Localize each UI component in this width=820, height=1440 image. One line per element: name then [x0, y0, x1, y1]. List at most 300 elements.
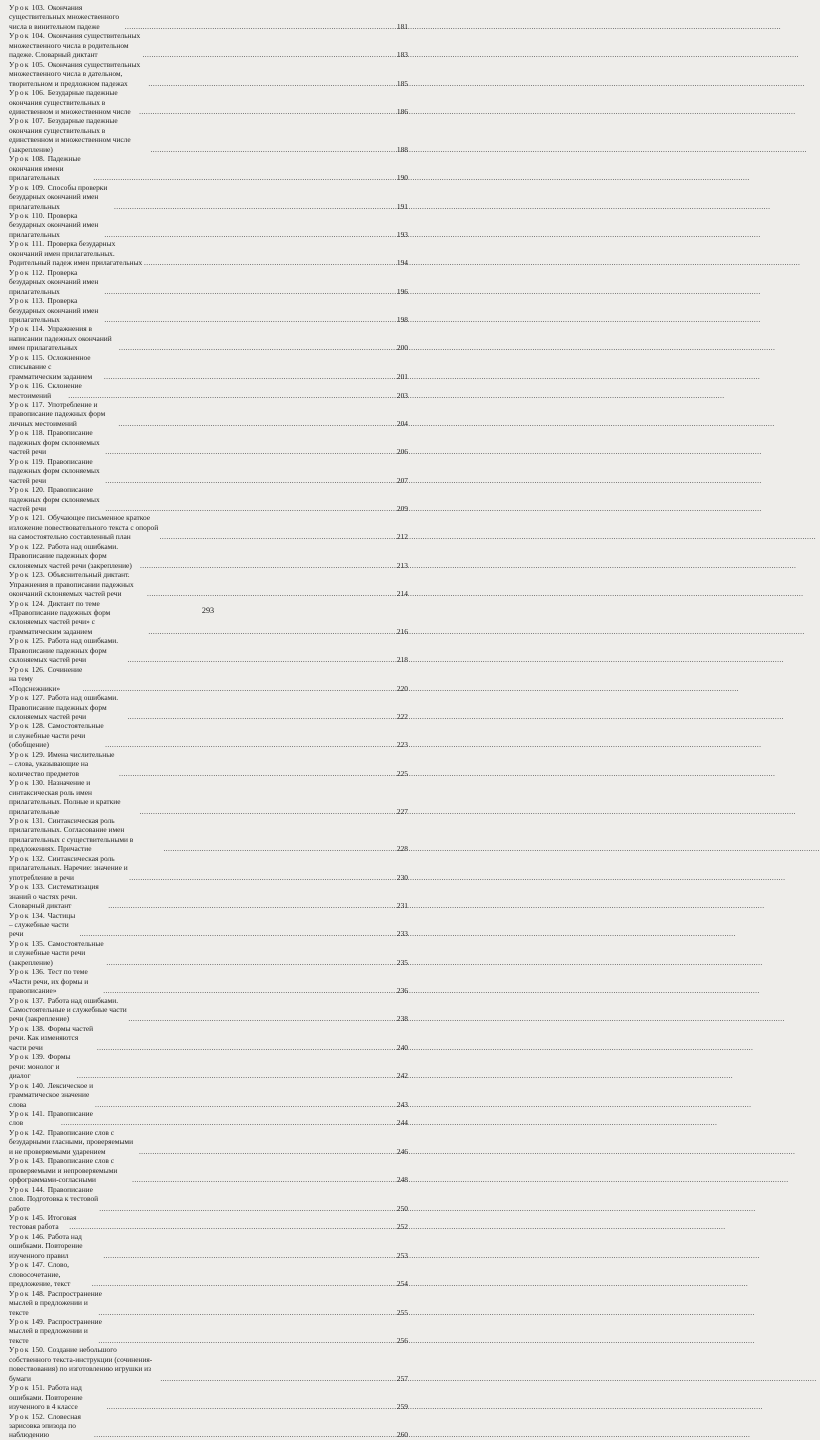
dot-leader — [139, 107, 396, 116]
lesson-label: Урок — [9, 1052, 30, 1062]
lesson-number: 136. — [31, 967, 45, 977]
toc-entry-text — [9, 1213, 77, 1232]
lesson-title: Объяснительный диктант. Упражнения в правописании падежных окончаний склоняемых частей речи — [9, 570, 134, 599]
toc-entry — [9, 542, 408, 570]
lesson-title: Осложненное списывание с грамматическим заданием — [9, 352, 93, 381]
dot-leader — [144, 258, 396, 267]
lesson-title: Формы частей речи. Как изменяются части речи — [9, 1023, 94, 1052]
lesson-label: Урок — [9, 749, 30, 759]
toc-entry-text — [9, 513, 159, 541]
lesson-number: 137. — [31, 995, 45, 1005]
lesson-number: 117. — [31, 400, 45, 410]
lesson-title: Правописание слов. Подготовка к тестовой работе — [9, 1184, 99, 1213]
lesson-number: 107. — [31, 116, 45, 126]
lesson-number: 116. — [31, 381, 45, 391]
toc-entry — [9, 183, 408, 211]
toc-entry-text — [9, 154, 92, 182]
page-ref: 231 — [396, 901, 408, 911]
page-ref: 213 — [396, 560, 408, 570]
page-ref: 181 — [396, 21, 408, 31]
lesson-title: Работа над ошибками. Правописание падежных форм склоняемых частей речи (закрепление) — [9, 541, 132, 570]
lesson-number: 110. — [31, 210, 45, 220]
lesson-label: Урок — [9, 1345, 30, 1355]
toc-entry-text — [9, 854, 128, 882]
lesson-label: Урок — [9, 88, 30, 98]
dot-leader — [106, 958, 396, 967]
lesson-title: Окончания существительных множественного числа в дательном, творительном и предложном падежах — [9, 59, 141, 88]
toc-entry — [9, 1260, 408, 1288]
lesson-number: 114. — [31, 324, 45, 334]
lesson-title: Создание небольшого собственного текста-инструкции (сочинения-повествования) по изготовлению игрушки из бумаги — [9, 1345, 153, 1383]
lesson-title: Проверка безударных окончаний имен прилагательных — [9, 210, 99, 239]
lesson-number: 138. — [31, 1023, 45, 1033]
lesson-title: Склонение местоимений — [9, 381, 82, 400]
toc-entry-text — [9, 268, 103, 296]
lesson-number: 125. — [31, 636, 45, 646]
toc-entry — [9, 911, 408, 939]
lesson-number: 106. — [31, 88, 45, 98]
toc-entry-text — [9, 353, 103, 381]
toc-entry — [9, 268, 408, 296]
toc-entry-text — [9, 324, 118, 352]
dot-leader — [128, 1014, 395, 1023]
lesson-number: 121. — [31, 513, 45, 523]
lesson-title: Имена числительные – слова, указывающие на количество предметов — [9, 749, 115, 778]
lesson-title: Обучающее письменное краткое изложение повествовательного текста с опорой на самостоятельно составленный план — [9, 513, 159, 542]
lesson-number: 129. — [31, 749, 45, 759]
toc-entry — [9, 939, 408, 967]
toc-entry-text — [9, 967, 102, 995]
dot-leader — [79, 929, 395, 938]
lesson-title: Падежные окончания имени прилагательных — [9, 154, 81, 183]
lesson-number: 150. — [31, 1345, 45, 1355]
toc-entry — [9, 1289, 408, 1317]
dot-leader — [140, 561, 396, 570]
lesson-number: 132. — [31, 853, 45, 863]
lesson-label: Урок — [9, 636, 30, 646]
lesson-title: Проверка безударных окончаний имен прилагательных. Родительный падеж имен прилагательных — [9, 239, 143, 268]
toc-entry-text — [9, 211, 103, 239]
toc-entry — [9, 60, 408, 88]
lesson-title: Назначение и синтаксическая роль имен прилагательных. Полные и краткие прилагательные — [9, 778, 121, 816]
lesson-number: 103. — [31, 3, 45, 12]
page-ref: 200 — [396, 343, 408, 353]
lesson-title: Синтаксическая роль прилагательных. Согласование имен прилагательных с существительными в предложениях. Причастие — [9, 815, 134, 854]
lesson-title: Правописание падежных форм склоняемых частей речи — [9, 428, 100, 457]
dot-leader — [107, 1402, 396, 1411]
page-ref: 201 — [396, 371, 408, 381]
lesson-title: Правописание падежных форм склоняемых частей речи — [9, 456, 100, 485]
lesson-title: Правописание слов с безударными гласными, проверяемыми и не проверяемыми ударением — [9, 1127, 134, 1156]
lesson-number: 139. — [31, 1052, 45, 1062]
lesson-label: Урок — [9, 995, 30, 1005]
toc-entry — [9, 750, 408, 778]
dot-leader — [129, 873, 396, 882]
toc-entry — [9, 1024, 408, 1052]
toc-entry-text — [9, 400, 117, 428]
lesson-number: 113. — [31, 296, 45, 306]
toc-entry — [9, 1213, 408, 1232]
page-ref: 188 — [396, 144, 408, 154]
page-ref: 246 — [396, 1146, 408, 1156]
toc-entry-text — [9, 1316, 102, 1345]
lesson-label: Урок — [9, 513, 30, 523]
toc-entry-text — [9, 570, 146, 598]
lesson-number: 133. — [31, 882, 45, 892]
lesson-title: Диктант по теме «Правописание падежных форм склоняемых частей речи» с грамматическим заданием — [9, 598, 111, 636]
lesson-number: 141. — [31, 1109, 45, 1119]
lesson-title: Окончания существительных множественного числа в винительном падеже — [9, 3, 120, 31]
lesson-label: Урок — [9, 352, 30, 362]
dot-leader — [98, 1308, 395, 1317]
lesson-number: 126. — [31, 664, 45, 674]
toc-entry — [9, 154, 408, 182]
toc-entry-text — [9, 296, 103, 324]
lesson-number: 111. — [31, 239, 45, 249]
toc-entry — [9, 211, 408, 239]
page-ref: 253 — [396, 1250, 408, 1260]
lesson-label: Урок — [9, 210, 30, 220]
toc-entry-text — [9, 542, 139, 570]
toc-entry-text — [9, 1345, 159, 1383]
lesson-label: Урок — [9, 116, 30, 126]
dot-leader — [103, 986, 396, 995]
lesson-label: Урок — [9, 664, 30, 674]
toc-entry-text — [9, 816, 162, 854]
dot-leader — [97, 1043, 396, 1052]
toc-entry — [9, 116, 408, 154]
page-number: 293 — [201, 606, 215, 615]
toc-entry — [9, 239, 408, 267]
lesson-label: Урок — [9, 1260, 30, 1270]
toc-entry-text — [9, 665, 82, 693]
toc-entry-text — [9, 996, 127, 1024]
toc-entry — [9, 693, 408, 721]
lesson-label: Урок — [9, 324, 30, 334]
lesson-label: Урок — [9, 1288, 30, 1298]
page-ref: 183 — [396, 50, 408, 60]
lesson-label: Урок — [9, 1080, 30, 1090]
lesson-title: Формы речи: монолог и диалог — [9, 1052, 71, 1081]
toc-entry — [9, 996, 408, 1024]
toc-entry-text — [9, 1052, 76, 1080]
page-ref: 257 — [396, 1373, 408, 1383]
lesson-number: 140. — [31, 1080, 45, 1090]
dot-leader — [119, 769, 396, 778]
page-ref: 186 — [396, 106, 408, 116]
lesson-number: 134. — [31, 910, 45, 920]
dot-leader — [104, 230, 396, 239]
lesson-number: 112. — [31, 267, 45, 277]
toc-entry — [9, 1345, 408, 1383]
toc-entry — [9, 721, 408, 749]
dot-leader — [94, 1430, 396, 1439]
lesson-label: Урок — [9, 1213, 30, 1222]
lesson-title: Проверка безударных окончаний имен прилагательных — [9, 267, 99, 296]
dot-leader — [61, 1118, 396, 1127]
lesson-label: Урок — [9, 1231, 30, 1241]
dot-leader — [140, 807, 396, 816]
lesson-number: 105. — [31, 59, 45, 69]
lesson-label: Урок — [9, 3, 30, 12]
toc-entry-text — [9, 1185, 98, 1213]
page-ref: 254 — [396, 1279, 408, 1289]
toc-entry-text — [9, 636, 127, 664]
dot-leader — [148, 627, 396, 636]
lesson-title: Распространение мыслей в предложении и тексте — [9, 1288, 102, 1317]
toc-entry — [9, 882, 408, 910]
dot-leader — [104, 372, 396, 381]
lesson-label: Урок — [9, 456, 30, 466]
lesson-number: 124. — [31, 598, 45, 608]
lesson-number: 147. — [31, 1260, 45, 1270]
dot-leader — [104, 315, 396, 324]
toc-entry — [9, 31, 408, 59]
lesson-title: Сочинение на тему «Подснежники» — [9, 664, 83, 693]
toc-entry — [9, 428, 408, 456]
dot-leader — [104, 287, 396, 296]
lesson-title: Слово, словосочетание, предложение, текст — [9, 1260, 71, 1289]
lesson-label: Урок — [9, 1411, 30, 1421]
page-ref: 252 — [396, 1222, 408, 1232]
lesson-label: Урок — [9, 938, 30, 948]
lesson-number: 123. — [31, 570, 45, 580]
toc-entry — [9, 599, 408, 637]
page-ref: 220 — [396, 683, 408, 693]
lesson-label: Урок — [9, 1316, 30, 1326]
lesson-number: 104. — [31, 31, 45, 41]
toc-entry-text — [9, 1383, 106, 1411]
page-ref: 185 — [396, 78, 408, 88]
page-ref: 244 — [396, 1118, 408, 1128]
dot-leader — [118, 419, 396, 428]
page-ref: 191 — [396, 201, 408, 211]
toc-entry — [9, 457, 408, 485]
lesson-label: Урок — [9, 485, 30, 495]
lesson-label: Урок — [9, 400, 30, 410]
dot-leader — [128, 655, 396, 664]
toc-entry — [9, 665, 408, 693]
dot-leader — [68, 391, 396, 400]
lesson-label: Урок — [9, 239, 30, 249]
toc-entry-text — [9, 750, 118, 778]
toc-entry-text — [9, 1260, 91, 1288]
dot-leader — [147, 589, 396, 598]
lesson-title: Итоговая тестовая работа — [9, 1213, 77, 1232]
toc-entry — [9, 1232, 408, 1260]
toc-entry — [9, 967, 408, 995]
lesson-number: 143. — [31, 1156, 45, 1166]
lesson-label: Урок — [9, 815, 30, 825]
dot-leader — [132, 1175, 396, 1184]
lesson-number: 151. — [31, 1383, 45, 1393]
lesson-number: 108. — [31, 154, 45, 164]
dot-leader — [93, 173, 396, 182]
toc-entry — [9, 324, 408, 352]
lesson-label: Урок — [9, 882, 30, 892]
toc-entry-text — [9, 693, 127, 721]
page-ref: 203 — [396, 390, 408, 400]
dot-leader — [128, 712, 396, 721]
page-ref: 204 — [396, 418, 408, 428]
page-ref: 207 — [396, 475, 408, 485]
toc-entry-text — [9, 457, 104, 485]
lesson-title: Работа над ошибками. Самостоятельные и служебные части речи (закрепление) — [9, 995, 127, 1024]
dot-leader — [92, 1279, 396, 1288]
lesson-title: Правописание падежных форм склоняемых частей речи — [9, 485, 100, 514]
lesson-number: 149. — [31, 1316, 45, 1326]
page-ref: 227 — [396, 806, 408, 816]
table-of-contents — [9, 3, 408, 1440]
toc-entry — [9, 778, 408, 816]
toc-entry — [9, 1383, 408, 1411]
page-ref: 218 — [396, 655, 408, 665]
lesson-title: Безударные падежные окончания существительных в единственном и множественном числе — [9, 88, 131, 116]
toc-entry-text — [9, 88, 138, 116]
lesson-label: Урок — [9, 853, 30, 863]
lesson-title: Работа над ошибками. Повторение изученного в 4 классе — [9, 1383, 83, 1412]
page-ref: 240 — [396, 1042, 408, 1052]
toc-entry-text — [9, 939, 105, 967]
page-ref: 250 — [396, 1203, 408, 1213]
lesson-title: Правописание слов с проверяемыми и непроверяемыми орфограммами-согласными — [9, 1156, 118, 1185]
dot-leader — [105, 447, 396, 456]
lesson-title: Частицы – служебные части речи — [9, 910, 76, 939]
lesson-label: Урок — [9, 428, 30, 438]
page-ref: 259 — [396, 1402, 408, 1412]
lesson-label: Урок — [9, 59, 30, 69]
lesson-label: Урок — [9, 1184, 30, 1194]
page-ref: 256 — [396, 1335, 408, 1345]
lesson-number: 145. — [31, 1213, 45, 1222]
lesson-label: Урок — [9, 267, 30, 277]
lesson-title: Работа над ошибками. Правописание падежных форм склоняемых частей речи — [9, 636, 119, 665]
page-ref: 260 — [396, 1430, 408, 1440]
dot-leader — [105, 504, 396, 513]
lesson-title: Систематизация знаний о частях речи. Словарный диктант — [9, 882, 99, 911]
page-ref: 242 — [396, 1071, 408, 1081]
lesson-label: Урок — [9, 1127, 30, 1137]
lesson-number: 146. — [31, 1231, 45, 1241]
lesson-title: Лексическое и грамматическое значение слова — [9, 1080, 94, 1109]
lesson-title: Способы проверки безударных окончаний имен прилагательных — [9, 182, 108, 211]
toc-entry — [9, 854, 408, 882]
lesson-label: Урок — [9, 541, 30, 551]
toc-entry-text — [9, 1128, 138, 1156]
toc-entry — [9, 88, 408, 116]
lesson-label: Урок — [9, 182, 30, 192]
toc-entry-text — [9, 183, 113, 211]
lesson-label: Урок — [9, 296, 30, 306]
lesson-number: 119. — [31, 456, 45, 466]
dot-leader — [99, 1204, 396, 1213]
toc-entry-text — [9, 778, 139, 816]
toc-entry-text — [9, 882, 107, 910]
page-ref: 212 — [396, 532, 408, 542]
lesson-number: 109. — [31, 182, 45, 192]
dot-leader — [83, 684, 396, 693]
toc-entry — [9, 381, 408, 400]
lesson-title: Проверка безударных окончаний имен прилагательных — [9, 296, 99, 324]
toc-entry — [9, 1052, 408, 1080]
dot-leader — [148, 79, 396, 88]
page-ref: 194 — [396, 258, 408, 268]
dot-leader — [108, 901, 396, 910]
lesson-number: 122. — [31, 541, 45, 551]
toc-entry-text — [9, 3, 124, 31]
lesson-label: Урок — [9, 1023, 30, 1033]
toc-entry — [9, 1128, 408, 1156]
page-ref: 230 — [396, 872, 408, 882]
page-ref: 214 — [396, 589, 408, 599]
dot-leader — [125, 22, 396, 31]
lesson-number: 144. — [31, 1184, 45, 1194]
toc-entry — [9, 400, 408, 428]
lesson-label: Урок — [9, 721, 30, 731]
page-ref: 190 — [396, 173, 408, 183]
toc-entry-text — [9, 721, 104, 749]
lesson-title: Тест по теме «Части речи, их формы и правописание» — [9, 967, 89, 996]
lesson-title: Самостоятельные и служебные части речи (закрепление) — [9, 938, 104, 967]
page-ref: 243 — [396, 1099, 408, 1109]
page-ref: 236 — [396, 986, 408, 996]
dot-leader — [139, 1147, 396, 1156]
dot-leader — [69, 1222, 396, 1231]
toc-entry-text — [9, 1156, 131, 1184]
toc-entry-text — [9, 911, 78, 939]
lesson-label: Урок — [9, 1383, 30, 1393]
dot-leader — [98, 1336, 395, 1345]
dot-leader — [114, 202, 396, 211]
lesson-number: 142. — [31, 1127, 45, 1137]
toc-entry — [9, 1081, 408, 1109]
lesson-title: Правописание слов — [9, 1109, 93, 1128]
toc-entry — [9, 1317, 408, 1345]
lesson-label: Урок — [9, 693, 30, 703]
lesson-label: Урок — [9, 910, 30, 920]
toc-entry — [9, 636, 408, 664]
lesson-label: Урок — [9, 570, 30, 580]
lesson-title: Работа над ошибками. Правописание падежных форм склоняемых частей речи — [9, 693, 119, 721]
toc-entry-text — [9, 116, 150, 154]
page-ref: 248 — [396, 1175, 408, 1185]
lesson-label: Урок — [9, 31, 30, 41]
page-ref: 238 — [396, 1014, 408, 1024]
dot-leader — [160, 1374, 396, 1383]
lesson-number: 118. — [31, 428, 45, 438]
lesson-title: Распространение мыслей в предложении и тексте — [9, 1316, 102, 1345]
toc-entry — [9, 1412, 408, 1440]
lesson-label: Урок — [9, 381, 30, 391]
lesson-number: 120. — [31, 485, 45, 495]
page-ref: 193 — [396, 229, 408, 239]
lesson-label: Урок — [9, 1109, 30, 1119]
lesson-number: 128. — [31, 721, 45, 731]
toc-entry — [9, 3, 408, 31]
dot-leader — [77, 1071, 396, 1080]
page-ref: 196 — [396, 286, 408, 296]
lesson-title: Употребление и правописание падежных форм личных местоимений — [9, 400, 106, 428]
toc-entry — [9, 513, 408, 541]
lesson-title: Синтаксическая роль прилагательных. Наречие: значение и употребление в речи — [9, 853, 128, 882]
toc-entry — [9, 296, 408, 324]
toc-entry-text — [9, 599, 147, 637]
page-ref: 198 — [396, 314, 408, 324]
toc-entry-text — [9, 1288, 102, 1317]
lesson-number: 152. — [31, 1411, 45, 1421]
lesson-number: 148. — [31, 1288, 45, 1298]
lesson-number: 130. — [31, 778, 45, 788]
